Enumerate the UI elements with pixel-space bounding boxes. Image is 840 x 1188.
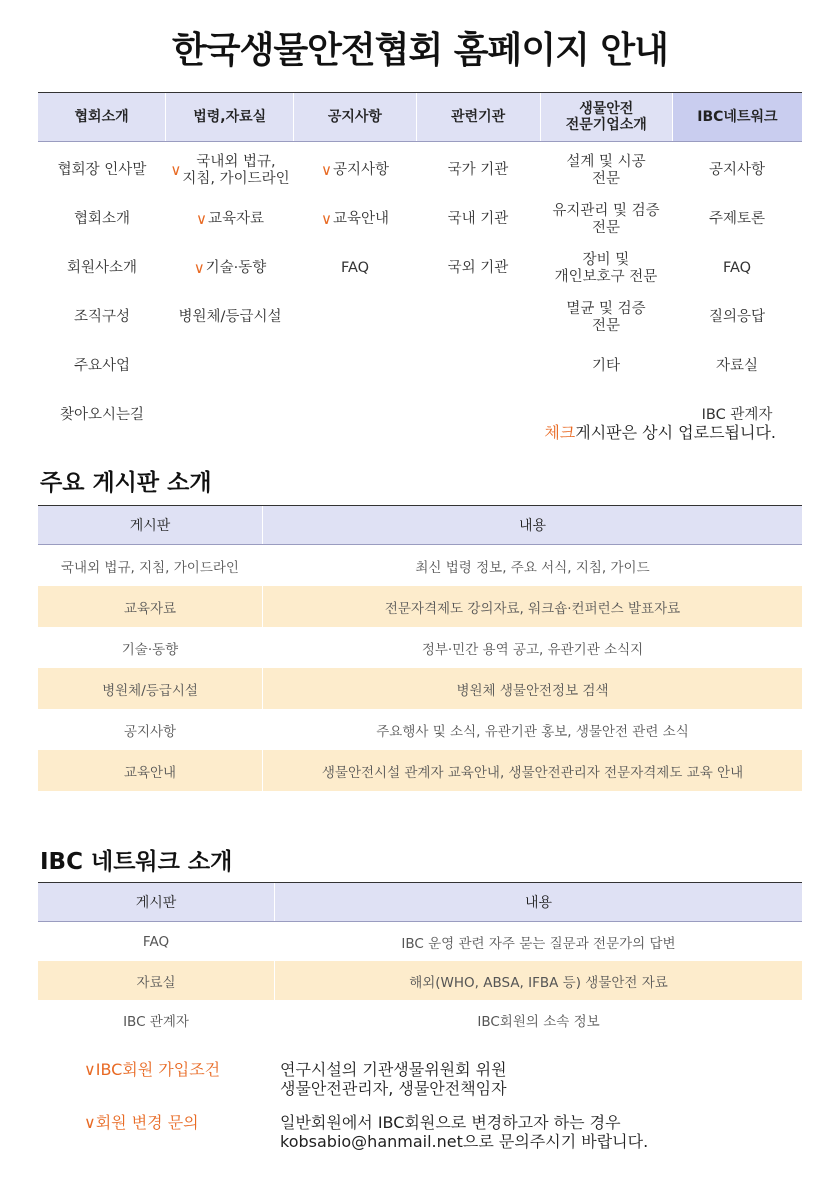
table-row[interactable]: [38, 627, 802, 668]
table-row[interactable]: [38, 668, 802, 709]
menu-item-label: 장비 및 개인보호구 전문: [554, 251, 658, 285]
menu-column-notice: [294, 146, 416, 440]
menu-item[interactable]: [38, 195, 166, 244]
table-row[interactable]: [38, 586, 802, 627]
check-icon: ∨: [84, 1113, 96, 1132]
menu-item[interactable]: [672, 195, 802, 244]
note-text: 게시판은 상시 업로드됩니다.: [575, 423, 776, 442]
upload-note: [544, 420, 776, 443]
menu-header-notice[interactable]: 공지사항: [294, 93, 416, 141]
menu-item[interactable]: [166, 195, 294, 244]
menu-header-companies[interactable]: 생물안전 전문기업소개: [541, 93, 673, 141]
board-table: [38, 505, 802, 791]
ibc-header-name: 게시판: [38, 883, 275, 922]
member-change-line: 일반회원에서 IBC회원으로 변경하고자 하는 경우: [280, 1113, 621, 1132]
menu-item-label: 공지사항: [332, 162, 389, 179]
menu-item[interactable]: [294, 244, 416, 293]
check-icon: ∨: [195, 209, 207, 228]
menu-column-law: [166, 146, 294, 440]
board-content-cell: IBC 운영 관련 자주 묻는 질문과 전문가의 답변: [275, 922, 803, 962]
board-name-cell: FAQ: [142, 933, 170, 950]
site-map: [38, 92, 802, 440]
check-icon: ∨: [193, 258, 205, 277]
check-icon: ∨: [170, 160, 182, 179]
menu-header-law[interactable]: 법령,자료실: [166, 93, 294, 141]
menu-item[interactable]: [166, 244, 294, 293]
note-highlight: 체크: [544, 423, 576, 442]
board-header-name: 게시판: [38, 506, 263, 545]
check-icon: ∨: [84, 1060, 96, 1079]
member-change-label: 회원 변경 문의: [95, 1113, 199, 1132]
join-condition-label: IBC회원 가입조건: [95, 1060, 221, 1079]
menu-item[interactable]: [38, 146, 166, 195]
board-name-cell: 교육자료: [38, 586, 263, 627]
menu-item-label: 공지사항: [708, 162, 766, 179]
board-content-cell: IBC회원의 소속 정보: [275, 1000, 803, 1039]
board-name-cell: 기술·동향: [121, 641, 179, 658]
menu-item-label: 국내 기관: [447, 211, 509, 228]
menu-item[interactable]: [294, 146, 416, 195]
join-condition-line: 생물안전관리자, 생물안전책임자: [280, 1078, 507, 1098]
menu-item[interactable]: [416, 244, 540, 293]
menu-item-label: 협회장 인사말: [57, 162, 147, 179]
menu-item-label: 교육안내: [332, 211, 389, 228]
board-content-cell: 정부·민간 용역 공고, 유관기관 소식지: [263, 627, 803, 668]
menu-item-label: 찾아오시는길: [59, 407, 145, 424]
menu-item-label: 기술·동향: [205, 260, 267, 277]
board-name-cell: 자료실: [38, 961, 275, 1000]
menu-item[interactable]: [672, 146, 802, 195]
join-condition: [84, 1061, 507, 1099]
menu-item-label: 유지관리 및 검증 전문: [552, 202, 660, 236]
menu-header-ibc[interactable]: IBC네트워크: [673, 93, 802, 141]
menu-item-label: 기타: [591, 358, 620, 375]
menu-item[interactable]: [540, 195, 672, 244]
menu-item[interactable]: [38, 391, 166, 440]
menu-item-label: 병원체/등급시설: [178, 309, 282, 326]
ibc-section-title: IBC 네트워크 소개: [40, 849, 233, 875]
table-row[interactable]: [38, 922, 802, 962]
menu-item-label: 자료실: [715, 358, 759, 375]
board-header-content: 내용: [263, 506, 803, 545]
menu-item-label: 질의응답: [708, 309, 766, 326]
site-map-header: [38, 93, 802, 142]
board-section-title: 주요 게시판 소개: [40, 470, 212, 496]
menu-item-label: 주요사업: [73, 358, 131, 375]
table-row[interactable]: [38, 545, 802, 587]
menu-item[interactable]: [294, 195, 416, 244]
check-icon: ∨: [320, 160, 332, 179]
ibc-header-content: 내용: [275, 883, 803, 922]
menu-item-label: FAQ: [340, 260, 370, 277]
menu-item[interactable]: [540, 293, 672, 342]
menu-item-label: 조직구성: [73, 309, 131, 326]
menu-item-label: 국가 기관: [447, 162, 509, 179]
menu-item-label: 협회소개: [73, 211, 131, 228]
member-change-line: kobsabio@hanmail.net으로 문의주시기 바랍니다.: [280, 1131, 649, 1151]
table-row[interactable]: [38, 961, 802, 1000]
menu-column-related: [416, 146, 540, 440]
board-content-cell: 생물안전시설 관계자 교육안내, 생물안전관리자 전문자격제도 교육 안내: [263, 750, 803, 791]
menu-header-about[interactable]: 협회소개: [38, 93, 166, 141]
menu-item[interactable]: [416, 146, 540, 195]
page-title: 한국생물안전협회 홈페이지 안내: [172, 30, 668, 71]
menu-item-label: FAQ: [722, 260, 752, 277]
table-row[interactable]: [38, 1000, 802, 1039]
site-map-columns: [38, 146, 802, 440]
table-row[interactable]: [38, 709, 802, 750]
board-content-cell: 병원체 생물안전정보 검색: [263, 668, 803, 709]
menu-item[interactable]: [38, 293, 166, 342]
board-content-cell: 최신 법령 정보, 주요 서식, 지침, 가이드: [263, 545, 803, 587]
menu-item[interactable]: [540, 342, 672, 391]
menu-item[interactable]: [38, 342, 166, 391]
menu-item[interactable]: [672, 342, 802, 391]
menu-header-related[interactable]: 관련기관: [417, 93, 541, 141]
menu-item-label: 주제토론: [708, 211, 766, 228]
menu-item[interactable]: [672, 293, 802, 342]
board-name-cell: 공지사항: [123, 723, 177, 740]
menu-item[interactable]: [38, 244, 166, 293]
menu-column-companies: [540, 146, 672, 440]
board-content-cell: 전문자격제도 강의자료, 워크숍·컨퍼런스 발표자료: [263, 586, 803, 627]
menu-item-label: 국내외 법규, 지침, 가이드라인: [182, 153, 290, 187]
board-content-cell: 해외(WHO, ABSA, IFBA 등) 생물안전 자료: [275, 961, 803, 1000]
menu-item-label: 회원사소개: [66, 260, 138, 277]
menu-item[interactable]: [540, 146, 672, 195]
check-icon: ∨: [320, 209, 332, 228]
member-change-inquiry: [84, 1114, 648, 1152]
table-row[interactable]: [38, 750, 802, 791]
menu-column-about: [38, 146, 166, 440]
board-content-cell: 주요행사 및 소식, 유관기관 홍보, 생물안전 관련 소식: [263, 709, 803, 750]
menu-item-label: 국외 기관: [447, 260, 509, 277]
menu-item-label: IBC 관계자: [701, 407, 773, 424]
menu-item[interactable]: [166, 293, 294, 342]
menu-item[interactable]: [166, 146, 294, 195]
menu-item[interactable]: [540, 244, 672, 293]
ibc-table: [38, 882, 802, 1039]
menu-item-label: 설계 및 시공 전문: [566, 153, 646, 187]
board-name-cell: 병원체/등급시설: [38, 668, 263, 709]
menu-column-ibc: [672, 146, 802, 440]
board-name-cell: 교육안내: [38, 750, 263, 791]
board-name-cell: 국내외 법규, 지침, 가이드라인: [61, 559, 239, 576]
menu-item-label: 교육자료: [207, 211, 264, 228]
menu-item[interactable]: [416, 195, 540, 244]
board-name-cell: IBC 관계자: [123, 1013, 189, 1030]
menu-item[interactable]: [672, 244, 802, 293]
menu-item-label: 멸균 및 검증 전문: [566, 300, 646, 334]
join-condition-line: 연구시설의 기관생물위원회 위원: [280, 1060, 507, 1079]
